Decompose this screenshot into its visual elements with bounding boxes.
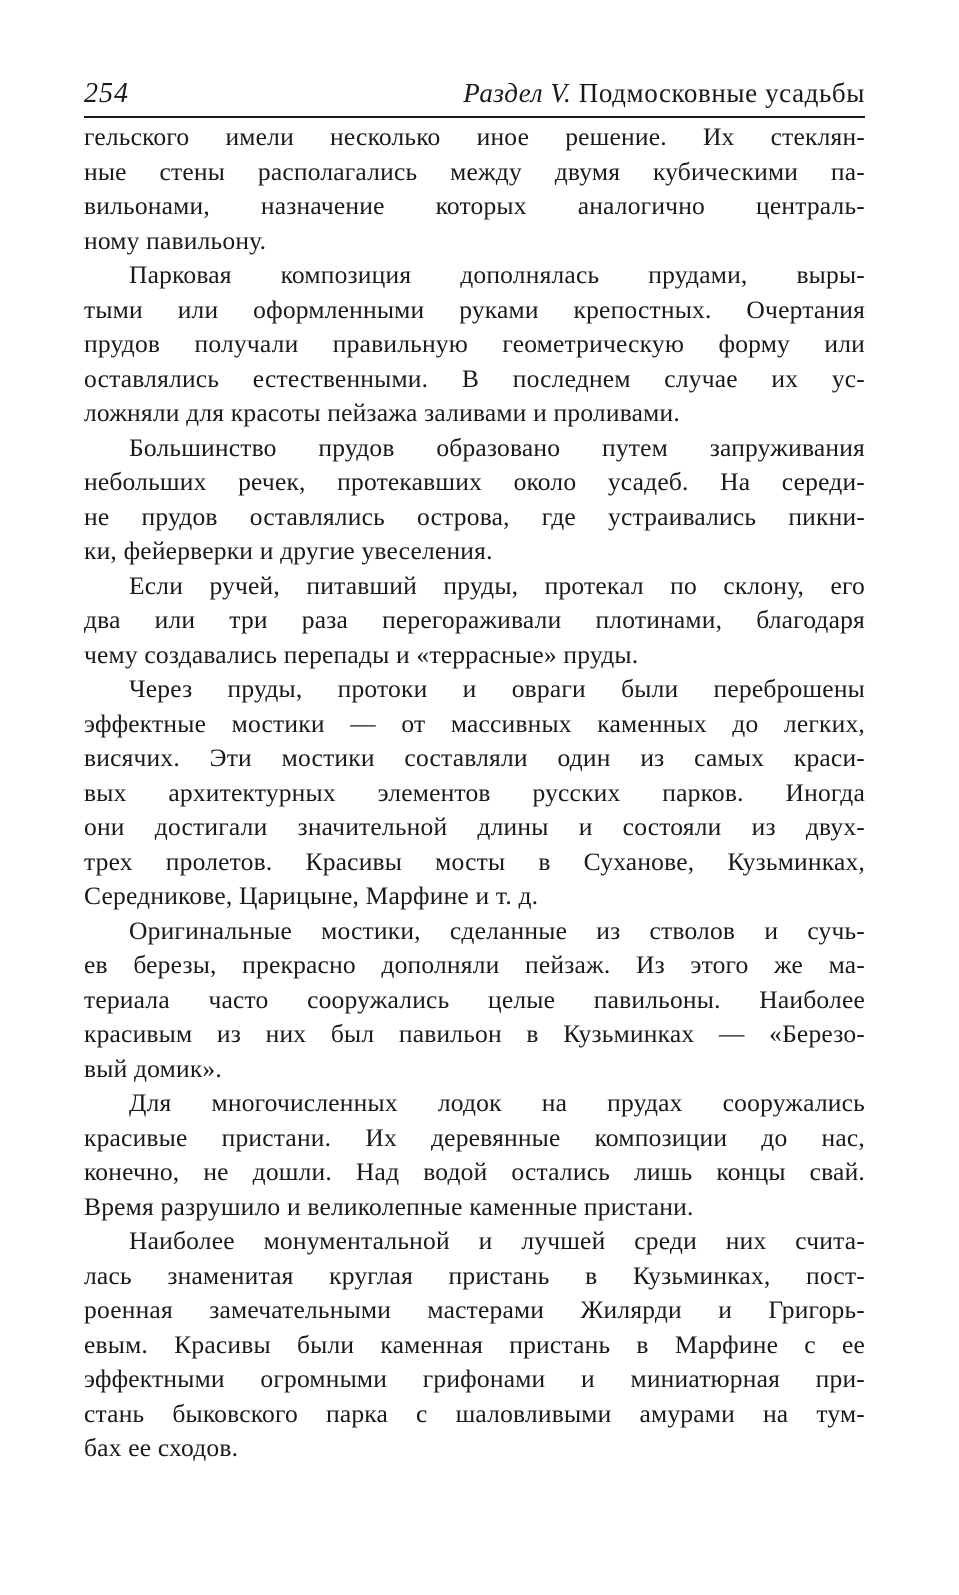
text-line: ные стены располагались между двумя кубическими па- <box>84 156 865 186</box>
section-title <box>463 78 865 109</box>
text-line: вых архитектурных элементов русских парков. Иногда <box>84 777 865 807</box>
text-line: вый домик». <box>84 1053 222 1083</box>
text-line: Оригинальные мостики, сделанные из стволов и сучь- <box>129 915 865 945</box>
text-line: оставлялись естественными. В последнем случае их ус- <box>84 363 865 393</box>
paragraph <box>84 672 865 914</box>
book-page <box>84 76 865 1466</box>
text-line: конечно, не дошли. Над водой остались лишь концы свай. <box>84 1157 865 1186</box>
text-line: Парковая композиция дополнялась прудами, выры- <box>129 260 865 289</box>
text-line: роенная замечательными мастерами Жилярди и Григорь- <box>84 1295 865 1324</box>
text-line: красивые пристани. Их деревянные композиции до нас, <box>84 1122 865 1152</box>
text-line: Середникове, Царицыне, Марфине и т. д. <box>84 881 539 910</box>
text-line: бах ее сходов. <box>84 1433 239 1462</box>
paragraph <box>84 1086 865 1224</box>
paragraph <box>84 1224 865 1466</box>
paragraph <box>84 258 865 431</box>
body-text <box>84 120 865 1466</box>
text-line: они достигали значительной длины и состояли из двух- <box>84 812 865 841</box>
running-header <box>84 76 865 118</box>
text-line: два или три раза перегораживали плотинами, благодаря <box>84 605 865 634</box>
text-line: не прудов оставлялись острова, где устраивались пикни- <box>84 501 865 531</box>
paragraph <box>84 431 865 569</box>
paragraph <box>84 120 865 258</box>
text-line: гельского имели несколько иное решение. Их стеклян- <box>84 122 865 151</box>
text-line: ному павильону. <box>84 225 267 255</box>
text-line: лась знаменитая круглая пристань в Кузьминках, пост- <box>84 1260 865 1290</box>
text-line: Если ручей, питавший пруды, протекал по склону, его <box>129 570 865 600</box>
page-number: 254 <box>84 78 129 109</box>
text-line: прудов получали правильную геометрическую форму или <box>84 329 865 358</box>
text-line: небольших речек, протекавших около усадеб. На середи- <box>84 467 865 496</box>
text-line: красивым из них был павильон в Кузьминках — «Березо- <box>84 1019 865 1048</box>
text-line: Большинство прудов образовано путем запруживания <box>129 432 865 462</box>
text-line: трех пролетов. Красивы мосты в Суханове, Кузьминках, <box>84 846 865 876</box>
text-line: стань быковского парка с шаловливыми амурами на тум- <box>84 1398 865 1428</box>
text-line: ев березы, прекрасно дополняли пейзаж. Из этого же ма- <box>84 950 865 979</box>
text-line: эффектные мостики — от массивных каменных до легких, <box>84 708 865 738</box>
text-line: ки, фейерверки и другие увеселения. <box>84 536 493 565</box>
paragraph <box>84 569 865 673</box>
text-line: Время разрушило и великолепные каменные пристани. <box>84 1191 694 1221</box>
section-title-text: Подмосковные усадьбы <box>578 78 865 108</box>
section-label: Раздел V. <box>463 78 572 108</box>
text-line: вильонами, назначение которых аналогично централь- <box>84 191 865 220</box>
text-line: евым. Красивы были каменная пристань в Марфине с ее <box>84 1329 865 1359</box>
text-line: висячих. Эти мостики составляли один из самых краси- <box>84 743 865 772</box>
text-line: териала часто сооружались целые павильоны. Наиболее <box>84 984 865 1014</box>
text-line: Наиболее монументальной и лучшей среди них счита- <box>129 1226 865 1255</box>
text-line: Через пруды, протоки и овраги были переброшены <box>129 674 865 703</box>
text-line: тыми или оформленными руками крепостных. Очертания <box>84 294 865 324</box>
text-line: чему создавались перепады и «террасные» пруды. <box>84 639 639 669</box>
text-line: эффектными огромными грифонами и миниатюрная при- <box>84 1364 865 1393</box>
paragraph <box>84 914 865 1087</box>
text-line: ложняли для красоты пейзажа заливами и проливами. <box>84 398 680 427</box>
text-line: Для многочисленных лодок на прудах сооружались <box>129 1088 865 1117</box>
